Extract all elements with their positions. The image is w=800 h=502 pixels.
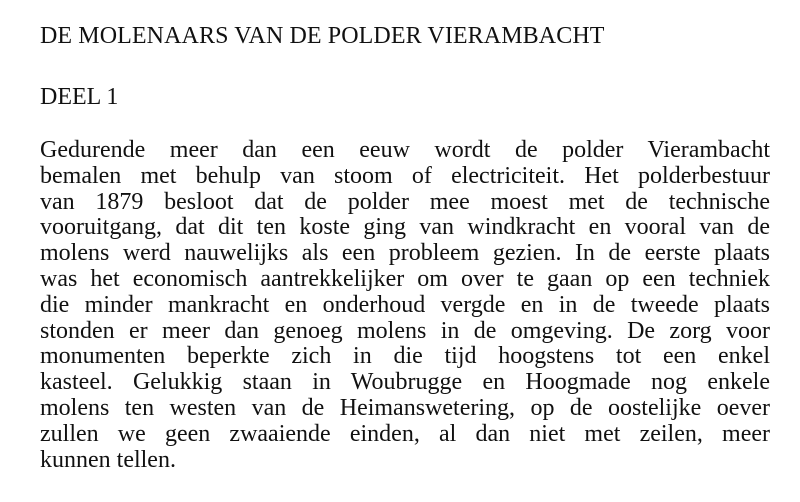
paragraph-line: die minder mankracht en onderhoud vergde en in de tweede plaats: [40, 292, 770, 318]
paragraph-line: kunnen tellen.: [40, 447, 176, 473]
paragraph-line: stonden er meer dan genoeg molens in de omgeving. De zorg voor: [40, 318, 770, 344]
paragraph-line: was het economisch aantrekkelijker om over te gaan op een techniek: [40, 266, 770, 292]
paragraph-line: van 1879 besloot dat de polder mee moest met de technische: [40, 189, 770, 215]
paragraph-line: molens ten westen van de Heimanswetering, op de oostelijke oever: [40, 395, 770, 421]
paragraph-line: kasteel. Gelukkig staan in Woubrugge en Hoogmade nog enkele: [40, 370, 770, 396]
document-title: DE MOLENAARS VAN DE POLDER VIERAMBACHT: [40, 23, 605, 49]
body-paragraph: [40, 138, 770, 473]
paragraph-line: vooruitgang, dat dit ten koste ging van windkracht en vooral van de: [40, 215, 770, 241]
paragraph-line: bemalen met behulp van stoom of electriciteit. Het polderbestuur: [40, 163, 770, 189]
paragraph-line: zullen we geen zwaaiende einden, al dan niet met zeilen, meer: [40, 421, 770, 447]
paragraph-line: molens werd nauwelijks als een probleem gezien. In de eerste plaats: [40, 241, 770, 267]
paragraph-line: monumenten beperkte zich in die tijd hoogstens tot een enkel: [40, 344, 770, 370]
part-heading: DEEL 1: [40, 84, 119, 110]
paragraph-line: Gedurende meer dan een eeuw wordt de polder Vierambacht: [40, 138, 770, 163]
